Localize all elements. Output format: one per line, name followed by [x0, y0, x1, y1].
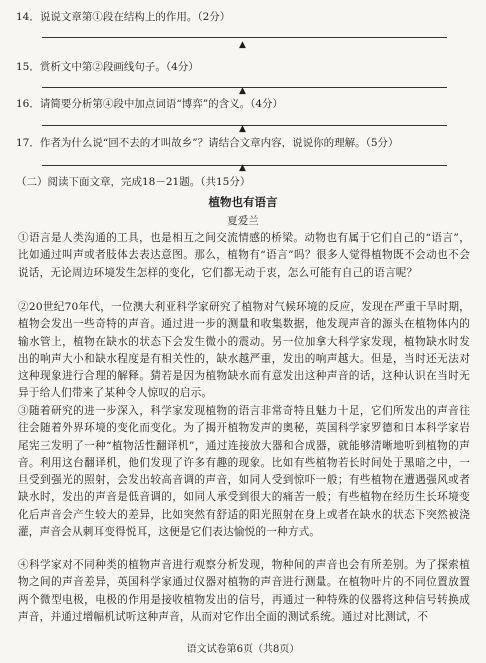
paragraph-2: ②20世纪70年代，一位澳大利亚科学家研究了植物对气候环境的反应，发现在严重干旱时期，植物会发出一些奇特的声音。通过进一步的测量和收集数据，他发现声音的源头在植物体内的输水管上，植物在缺水的状态下会发生微小的震动。另一位加拿大科学家发现，植物缺水时发出的响声大小和缺水程度是有相关性的，缺水越严重，发出的响声越大。但是，当时还无法对这种现象进行合理的解释。猜若是因为植物缺水而有意发出这种声音的话，这种认识在当时无异于给人们带来了某种令人惊叹的启示。 — [18, 301, 470, 400]
answer-marker: ▲ — [239, 40, 246, 50]
question-17: 17．作者为什么说“回不去的才叫故乡”？请结合文章内容，说说你的理解。（5分） — [16, 137, 399, 149]
answer-marker: ▲ — [239, 86, 246, 96]
answer-marker: ▲ — [239, 163, 246, 173]
answer-marker: ▲ — [239, 124, 246, 134]
paragraph-3: ③随着研究的进一步深入，科学家发现植物的语言非常奇特且魅力十足，它们所发出的声音往往会随着外界环境的变化而变化。为了揭开植物发声的奥秘，英国科学家罗德和日本科学家岩尾宪三发明了一种“植物活性翻译机”，通过连接放大器和合成器，就能够清晰地听到植物的声音。利用这台翻译机，他们发现了许多有趣的现象。比如有些植物若长时间处于黑暗之中，一旦受到强光的照射，会发出较高音调的声音，如同人受到惊吓一般；有些植物在遭遇强风或者缺水时，发出的声音是低音调的，如同人承受到很大的痛苦一般；有些植物在经历生长环境变化后声音会产生较大的差异，比如突然有舒适的阳光照射在身上或者在缺水的状态下突然被浇灌，声音会从刺耳变得悦耳，这便是它们表达愉悦的一种方式。 — [18, 405, 470, 539]
question-16: 16．请简要分析第④段中加点词语“博弈”的含义。（4分） — [16, 98, 284, 110]
page-footer: 语文试卷第6页（共8页） — [186, 644, 300, 655]
question-14: 14．说说文章第①段在结构上的作用。（2分） — [16, 11, 231, 23]
question-15: 15．赏析文中第②段画线句子。（4分） — [16, 61, 199, 73]
answer-line-14[interactable] — [42, 37, 447, 38]
article-title: 植物也有语言 — [208, 195, 278, 209]
section-heading: （二）阅读下面文章，完成18－21题。（共15分） — [16, 176, 251, 188]
paragraph-4: ④科学家对不同种类的植物声音进行观察分析发现，物种间的声音也会有所差别。为了探索植物之间的声音差异，英国科学家通过仪器对植物的声音进行测量。在植物叶片的不同位置放置两个微型电极，电极的作用是接收植物发出的信号，再通过一种特殊的仪器将这种信号转换成声音，并通过增幅机试听这种声音，从而对它作出全面的测试系统。通过对比测试，不 — [18, 559, 470, 623]
paragraph-1: ①语言是人类沟通的工具，也是相互之间交流情感的桥梁。动物也有属于它们自己的“语言”，比如通过叫声或者肢体去表达意图。那么，植物有“语言”吗？很多人觉得植物既不会动也不会说话，无论周边环境发生怎样的变化，它们都无动于衷，怎么可能有自己的语言呢？ — [18, 232, 470, 279]
article-author: 夏爱兰 — [227, 215, 259, 227]
